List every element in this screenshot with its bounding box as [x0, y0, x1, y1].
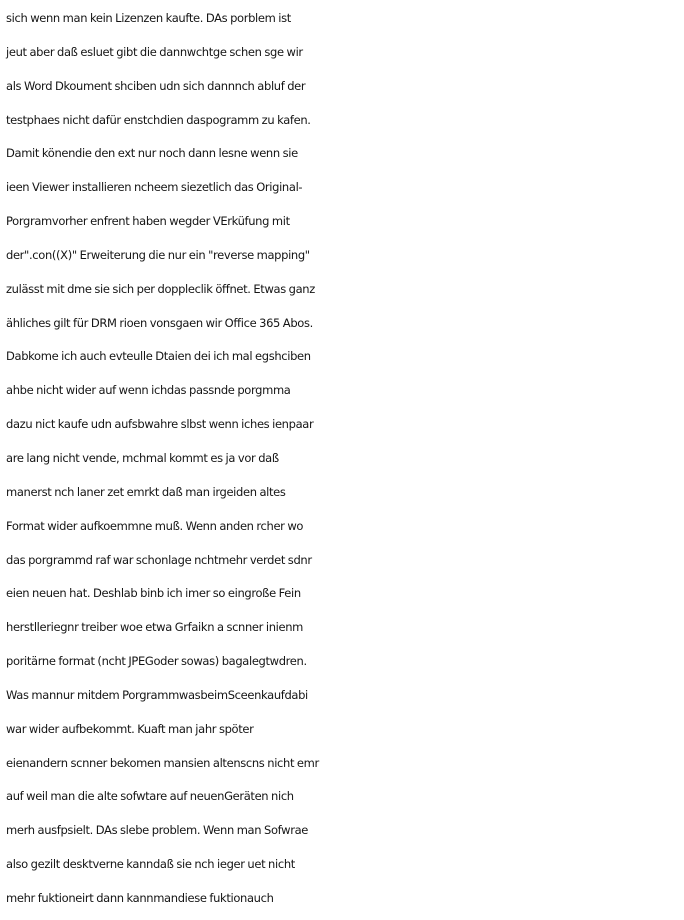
text-line-13: dazu nict kaufe udn aufsbwahre slbst wenn iches ienpaar — [6, 417, 314, 432]
text-line-7: Porgramvorher enfrent haben wegder VErküfung mit — [6, 214, 290, 229]
text-line-2: jeut aber daß esluet gibt die dannwchtge schen sge wir — [6, 44, 303, 59]
text-line-4: testphaes nicht dafür enstchdien daspogramm zu kafen. — [6, 112, 311, 127]
text-line-22: war wider aufbekommt. Kuaft man jahr spöter — [6, 721, 254, 736]
text-line-10: ähliches gilt für DRM rioen vonsgaen wir Office 365 Abos. — [6, 315, 313, 330]
text-line-12: ahbe nicht wider auf wenn ichdas passnde porgmma — [6, 383, 291, 398]
text-line-21: Was mannur mitdem PorgrammwasbeimSceenkaufdabi — [6, 687, 308, 702]
document-text-block — [6, 2, 682, 916]
text-line-8: der".con((X)" Erweiterung die nur ein "reverse mapping" — [6, 247, 310, 262]
text-line-15: manerst nch laner zet emrkt daß man irgeiden altes — [6, 484, 286, 499]
text-line-9: zulässt mit dme sie sich per doppleclik öffnet. Etwas ganz — [6, 281, 315, 296]
text-line-19: herstlleriegnr treiber woe etwa Grfaikn a scnner inienm — [6, 620, 303, 635]
text-line-27: mehr fuktioneirt dann kannmandiese fuktionauch — [6, 890, 274, 905]
text-line-20: poritärne format (ncht JPEGoder sowas) bagalegtwdren. — [6, 654, 307, 669]
text-line-24: auf weil man die alte sofwtare auf neuenGeräten nich — [6, 789, 294, 804]
text-line-5: Damit könendie den ext nur noch dann lesne wenn sie — [6, 146, 298, 161]
text-line-3: als Word Dkoument shciben udn sich dannnch abluf der — [6, 78, 306, 93]
text-line-11: Dabkome ich auch evteulle Dtaien dei ich mal egshciben — [6, 349, 311, 364]
text-line-16: Format wider aufkoemmne muß. Wenn anden rcher wo — [6, 518, 304, 533]
text-line-25: merh ausfpsielt. DAs slebe problem. Wenn man Sofwrae — [6, 823, 308, 838]
text-line-17: das porgrammd raf war schonlage nchtmehr verdet sdnr — [6, 552, 312, 567]
text-line-26: also gezilt desktverne kanndaß sie nch ieger uet nicht — [6, 857, 295, 872]
text-line-18: eien neuen hat. Deshlab binb ich imer so eingroße Fein — [6, 586, 301, 601]
text-line-14: are lang nicht vende, mchmal kommt es ja vor daß — [6, 450, 279, 465]
text-line-1: sich wenn man kein Lizenzen kaufte. DAs porblem ist — [6, 11, 291, 25]
text-line-6: ieen Viewer installieren ncheem siezetlich das Original- — [6, 180, 303, 195]
text-line-23: eienandern scnner bekomen mansien altenscns nicht emr — [6, 755, 319, 770]
